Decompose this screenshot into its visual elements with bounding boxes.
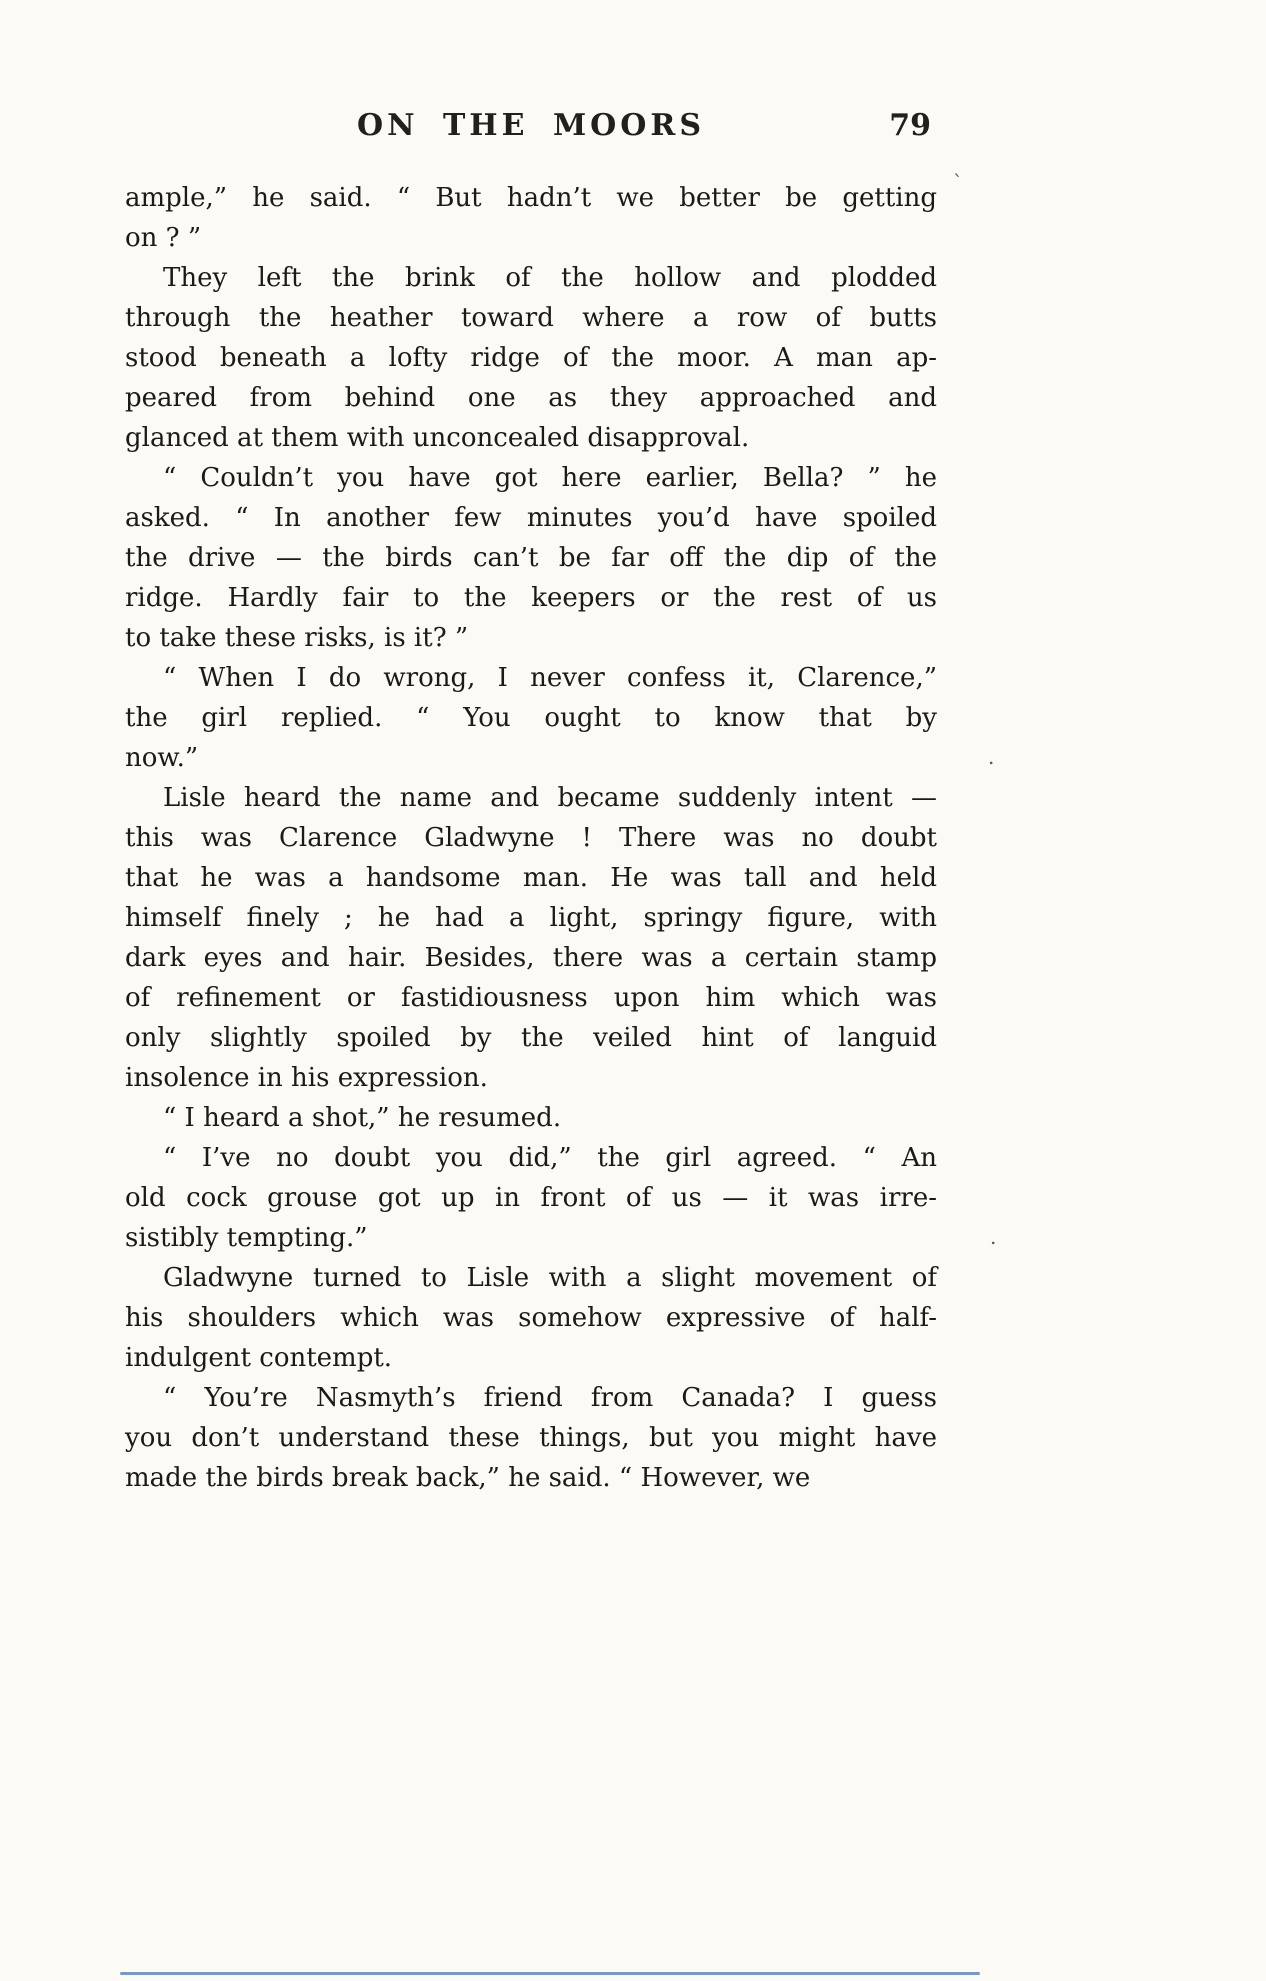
text-line: “ Couldn’t you have got here earlier, Bella? ” he — [163, 463, 937, 493]
text-line: Lisle heard the name and became suddenly intent — — [163, 783, 937, 813]
paragraph — [125, 258, 937, 458]
text-line: They left the brink of the hollow and plodded — [163, 263, 937, 293]
text-line: “ When I do wrong, I never confess it, Clarence,” — [163, 663, 937, 693]
text-line: on ? ” — [125, 223, 202, 253]
text-line: of refinement or fastidiousness upon him which was — [125, 983, 937, 1013]
text-line: “ You’re Nasmyth’s friend from Canada? I guess — [163, 1383, 937, 1413]
page-title: ON THE MOORS — [356, 108, 706, 143]
text-line: peared from behind one as they approached and — [125, 383, 937, 413]
paragraph — [125, 658, 937, 778]
paragraph — [125, 458, 937, 658]
text-line: glanced at them with unconcealed disapproval. — [125, 423, 750, 453]
text-line: dark eyes and hair. Besides, there was a certain stamp — [125, 943, 937, 973]
scan-line-artifact — [120, 1972, 980, 1975]
text-line: himself finely ; he had a light, springy figure, with — [125, 903, 937, 933]
text-line: the drive — the birds can’t be far off the dip of the — [125, 543, 937, 573]
scan-speck: . — [988, 745, 995, 769]
text-line: ridge. Hardly fair to the keepers or the rest of us — [125, 583, 937, 613]
text-line: now.” — [125, 743, 199, 773]
text-line: only slightly spoiled by the veiled hint of languid — [125, 1023, 937, 1053]
paragraph — [125, 1098, 937, 1138]
text-line: his shoulders which was somehow expressive of half- — [125, 1303, 937, 1333]
text-line: “ I’ve no doubt you did,” the girl agreed. “ An — [163, 1143, 937, 1173]
page-number: 79 — [889, 108, 931, 143]
text-line: old cock grouse got up in front of us — it was irre- — [125, 1183, 937, 1213]
text-line: through the heather toward where a row of butts — [125, 303, 937, 333]
scan-speck: ` — [953, 170, 963, 194]
text-block — [125, 178, 937, 1498]
paragraph — [125, 1378, 937, 1498]
text-line: “ I heard a shot,” he resumed. — [163, 1103, 562, 1133]
text-line: that he was a handsome man. He was tall and held — [125, 863, 937, 893]
text-line: stood beneath a lofty ridge of the moor. A man ap- — [125, 343, 937, 373]
text-line: the girl replied. “ You ought to know that by — [125, 703, 937, 733]
text-line: this was Clarence Gladwyne ! There was no doubt — [125, 823, 937, 853]
paragraph — [125, 1258, 937, 1378]
text-line: ample,” he said. “ But hadn’t we better be getting — [125, 183, 937, 213]
text-line: to take these risks, is it? ” — [125, 623, 469, 653]
text-line: insolence in his expression. — [125, 1063, 488, 1093]
text-line: you don’t understand these things, but you might have — [125, 1423, 937, 1453]
paragraph — [125, 778, 937, 1098]
text-line: indulgent contempt. — [125, 1343, 393, 1373]
paragraph — [125, 178, 937, 258]
scan-speck: . — [990, 1225, 997, 1249]
text-line: sistibly tempting.” — [125, 1223, 368, 1253]
text-line: made the birds break back,” he said. “ However, we — [125, 1463, 811, 1493]
paragraph — [125, 1138, 937, 1258]
text-line: Gladwyne turned to Lisle with a slight movement of — [163, 1263, 937, 1293]
text-line: asked. “ In another few minutes you’d have spoiled — [125, 503, 937, 533]
running-head — [125, 108, 937, 150]
